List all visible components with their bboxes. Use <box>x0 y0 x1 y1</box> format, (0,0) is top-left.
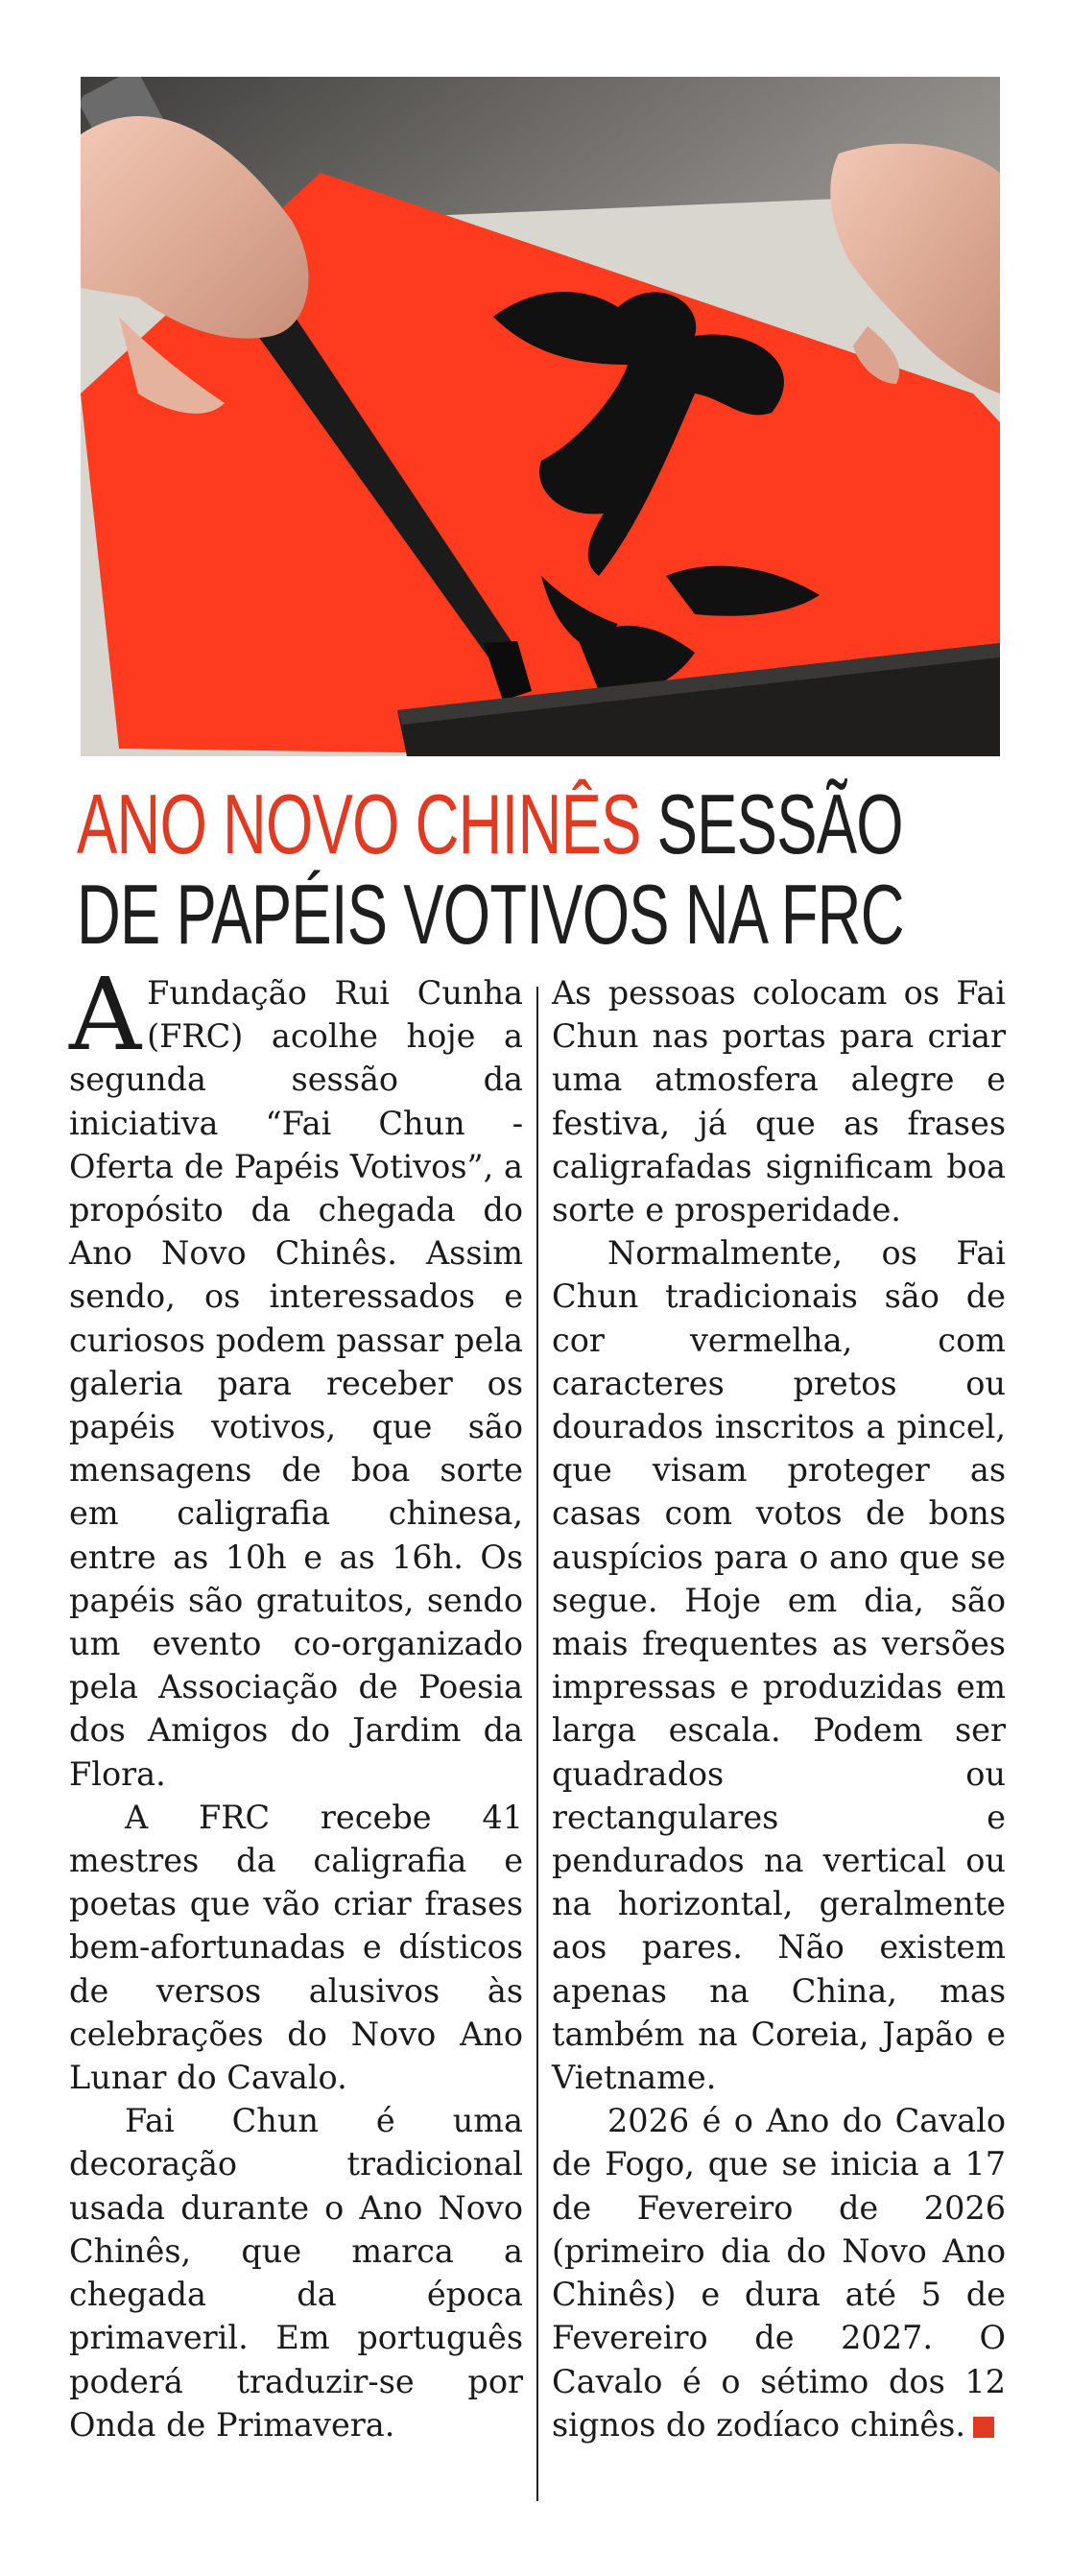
article-body <box>69 956 1007 2507</box>
headline <box>77 776 998 962</box>
calligraphy-illustration <box>81 77 1000 756</box>
paragraph-6-text: 2026 é o Ano do Cavalo de Fogo, que se inicia a 17 de Fevereiro de 2026 (primeiro dia do Novo Ano Chinês) e dura até 5 de Fevereiro de 2027. O Cavalo é o sétimo dos 12 signos do zodíaco chinês. <box>551 2102 1007 2444</box>
end-mark-icon <box>973 2417 994 2438</box>
drop-cap: A <box>69 956 142 1073</box>
column-left <box>69 956 536 2507</box>
calligraphy-photo <box>81 77 1000 756</box>
paragraph-1 <box>69 956 524 1796</box>
column-right <box>538 971 1006 2507</box>
headline-title: SESSÃO DE PAPÉIS VOTIVOS NA FRC <box>77 776 904 962</box>
paragraph-5: Normalmente, os Fai Chun tradicionais são de cor vermelha, com caracteres pretos ou dourados inscritos a pincel, que visam proteger as casas com votos de bons auspícios para o ano que se segue. Hoje em dia, são mais frequentes as versões impressas e produzidas em larga escala. Podem ser quadrados ou rectangulares e pendurados na vertical ou na horizontal, geralmente aos pares. Não existem apenas na China, mas também na Coreia, Japão e Vietname. <box>551 1234 1007 2097</box>
paragraph-3: Fai Chun é uma decoração tradicional usada durante o Ano Novo Chinês, que marca a chegada da época primaveril. Em português poderá traduzir-se por Onda de Primavera. <box>69 2102 524 2444</box>
headline-kicker: ANO NOVO CHINÊS <box>77 776 641 871</box>
paragraph-1-text: Fundação Rui Cunha (FRC) acolhe hoje a segunda sessão da iniciativa “Fai Chun - Oferta de Papéis Votivos”, a propósito da chegada do Ano Novo Chinês. Assim sendo, os interessados e curiosos podem passar pela galeria para receber os papéis votivos, que são mensagens de boa sorte em caligrafia chinesa, entre as 10h e as 16h. Os papéis são gratuitos, sendo um evento co-organizado pela Associação de Poesia dos Amigos do Jardim da Flora. <box>69 974 524 1793</box>
paragraph-4: As pessoas colocam os Fai Chun nas portas para criar uma atmosfera alegre e festiva, já que as frases caligrafadas significam boa sorte e prosperidade. <box>551 974 1007 1229</box>
paragraph-2: A FRC recebe 41 mestres da caligrafia e poetas que vão criar frases bem-afortunadas e dísticos de versos alusivos às celebrações do Novo Ano Lunar do Cavalo. <box>69 1798 524 2097</box>
paragraph-6 <box>552 2099 1006 2446</box>
